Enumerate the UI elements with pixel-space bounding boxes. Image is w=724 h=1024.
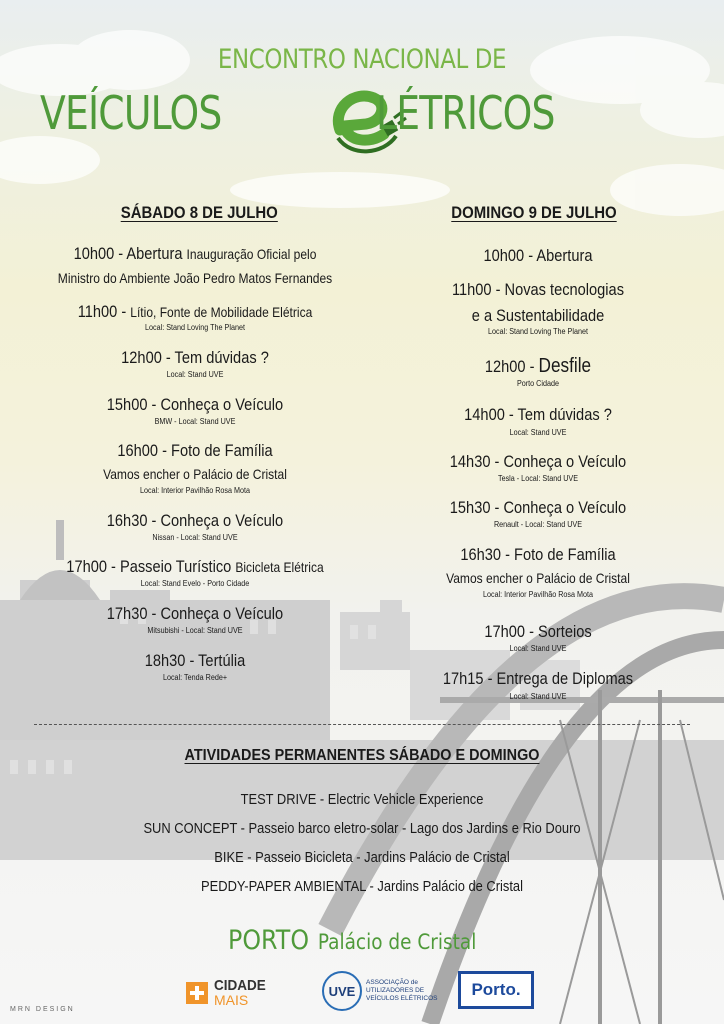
location-venue: Palácio de Cristal [317, 930, 477, 954]
sat-item-1700 [48, 557, 342, 577]
sun-item-1200 [388, 356, 687, 377]
uve-text-3: VEÍCULOS ELÉTRICOS [366, 995, 438, 1002]
permanent-item: BIKE - Passeio Bicicleta - Jardins Palácio de Cristal [214, 849, 510, 866]
sat-item-1100-location: Local: Stand Loving The Planet [145, 323, 245, 332]
sunday-heading: DOMINGO 9 DE JULHO [451, 203, 617, 222]
sat-item-desc: Bicicleta Elétrica [235, 559, 324, 575]
sat-item-1730-location: Mitsubishi - Local: Stand UVE [147, 626, 243, 635]
location-city: PORTO [228, 925, 310, 956]
sat-item-1630: 16h30 - Conheça o Veículo [106, 511, 284, 530]
sun-item-1700-location: Local: Stand UVE [509, 644, 567, 653]
sun-item-1400-location: Local: Stand UVE [509, 428, 567, 437]
plus-icon [186, 982, 208, 1004]
sat-item-1830: 18h30 - Tertúlia [144, 651, 246, 670]
uve-text-1: ASSOCIAÇÃO de [366, 979, 419, 986]
sat-item-1200-location: Local: Stand UVE [166, 370, 224, 379]
permanent-item: SUN CONCEPT - Passeio barco eletro-solar - Lago dos Jardins e Rio Douro [143, 820, 581, 837]
title-line-1: ENCONTRO NACIONAL DE [217, 44, 507, 75]
sun-item-1000: 10h00 - Abertura [483, 246, 593, 265]
sat-item-1500-location: BMW - Local: Stand UVE [154, 417, 236, 426]
sat-item-1730: 17h30 - Conheça o Veículo [106, 604, 284, 623]
sat-item-desc: Lítio, Fonte de Mobilidade Elétrica [130, 304, 313, 320]
sat-item-1600-location: Local: Interior Pavilhão Rosa Mota [139, 486, 251, 495]
permanent-heading: ATIVIDADES PERMANENTES SÁBADO E DOMINGO [184, 747, 540, 764]
sun-item-1200-location: Porto Cidade [516, 379, 560, 388]
sun-item-time: 12h00 - [484, 357, 539, 376]
cidade-mais-line1: CIDADE [214, 977, 266, 994]
sun-item-1400: 14h00 - Tem dúvidas ? [464, 405, 612, 424]
title-veiculos: VEÍCULOS [40, 86, 222, 140]
porto-logo: Porto. [458, 971, 534, 1009]
sat-item-1600-line2: Vamos encher o Palácio de Cristal [103, 466, 287, 482]
sat-item-1500: 15h00 - Conheça o Veículo [106, 395, 284, 414]
sun-item-1630-line2: Vamos encher o Palácio de Cristal [446, 570, 630, 586]
sun-item-1630-location: Local: Interior Pavilhão Rosa Mota [482, 590, 594, 599]
title-eletricos: LÉTRICOS [376, 86, 555, 140]
cidade-mais-logo [186, 975, 272, 1011]
uve-mark: UVE [322, 971, 362, 1011]
sat-item-1600: 16h00 - Foto de Família [117, 441, 273, 460]
uve-logo [322, 970, 438, 1012]
sun-item-1430: 14h30 - Conheça o Veículo [449, 452, 627, 471]
sat-item-1000 [48, 244, 342, 264]
sat-item-1200: 12h00 - Tem dúvidas ? [121, 348, 269, 367]
permanent-item: PEDDY-PAPER AMBIENTAL - Jardins Palácio de Cristal [201, 878, 523, 895]
sat-item-desc: Inauguração Oficial pelo [186, 246, 317, 262]
sun-item-1700: 17h00 - Sorteios [484, 622, 592, 641]
sun-item-desc: Desfile [538, 355, 592, 377]
permanent-item: TEST DRIVE - Electric Vehicle Experience [240, 791, 484, 808]
designer-credit: MRN DESIGN [10, 1006, 75, 1013]
sun-item-1630: 16h30 - Foto de Família [460, 545, 616, 564]
sun-item-1100: 11h00 - Novas tecnologias [451, 280, 625, 299]
sat-item-time: 11h00 - [77, 302, 131, 321]
sat-item-1700-location: Local: Stand Evelo - Porto Cidade [140, 579, 250, 588]
sat-item-1000-line2: Ministro do Ambiente João Pedro Matos Fernandes [57, 270, 333, 286]
uve-text-2: UTILIZADORES DE [366, 987, 425, 994]
sat-item-1630-location: Nissan - Local: Stand UVE [152, 533, 238, 542]
sat-item-1100 [48, 302, 342, 322]
sun-item-1430-location: Tesla - Local: Stand UVE [497, 474, 579, 483]
sun-item-1530: 15h30 - Conheça o Veículo [449, 498, 627, 517]
sun-item-1530-location: Renault - Local: Stand UVE [493, 520, 583, 529]
sat-item-1830-location: Local: Tenda Rede+ [162, 673, 228, 682]
sun-item-1715: 17h15 - Entrega de Diplomas [442, 669, 634, 688]
event-location [228, 925, 476, 956]
sat-item-time: 17h00 - Passeio Turístico [66, 557, 232, 576]
saturday-heading: SÁBADO 8 DE JULHO [120, 203, 278, 222]
section-divider [34, 724, 690, 725]
sun-item-1100-location: Local: Stand Loving The Planet [488, 327, 588, 336]
sun-item-1100-line2: e a Sustentabilidade [471, 306, 605, 325]
cidade-mais-line2: MAIS [214, 992, 249, 1008]
sun-item-1715-location: Local: Stand UVE [509, 692, 567, 701]
sat-item-time: 10h00 - Abertura [73, 244, 183, 263]
